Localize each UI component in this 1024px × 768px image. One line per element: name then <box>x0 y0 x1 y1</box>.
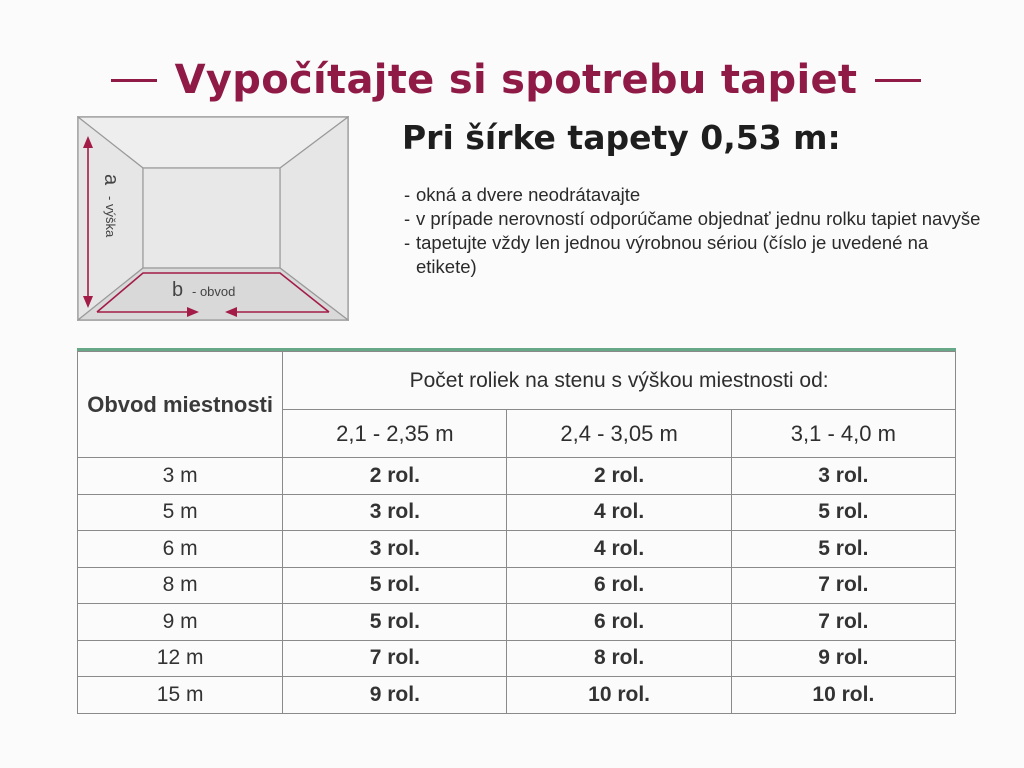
note-dash: - <box>404 232 411 253</box>
note-text: tapetujte vždy len jednou výrobnou sériou (číslo je uvedené na etikete) <box>416 232 929 277</box>
room-diagram <box>77 116 349 321</box>
rolls-cell: 5 rol. <box>731 494 955 531</box>
rolls-cell: 3 rol. <box>283 494 507 531</box>
perimeter-cell: 12 m <box>78 640 283 677</box>
rolls-cell: 10 rol. <box>507 677 731 714</box>
perimeter-cell: 3 m <box>78 458 283 495</box>
rolls-cell: 3 rol. <box>283 531 507 568</box>
table-row <box>78 567 956 604</box>
title-dash-left <box>111 79 157 82</box>
height-label-text: - výška <box>103 196 118 238</box>
consumption-table <box>77 351 956 714</box>
note-item <box>404 183 984 207</box>
rolls-cell: 6 rol. <box>507 567 731 604</box>
perimeter-cell: 6 m <box>78 531 283 568</box>
note-item <box>404 231 984 279</box>
rolls-cell: 7 rol. <box>731 567 955 604</box>
height-span-header: Počet roliek na stenu s výškou miestnosti od: <box>283 352 956 410</box>
notes-list <box>404 183 984 279</box>
rolls-cell: 4 rol. <box>507 531 731 568</box>
rolls-cell: 5 rol. <box>283 567 507 604</box>
column-header: 2,4 - 3,05 m <box>507 410 731 458</box>
rolls-cell: 4 rol. <box>507 494 731 531</box>
column-header: 2,1 - 2,35 m <box>283 410 507 458</box>
column-header: 3,1 - 4,0 m <box>731 410 955 458</box>
table-row <box>78 677 956 714</box>
rolls-cell: 9 rol. <box>731 640 955 677</box>
rolls-cell: 6 rol. <box>507 604 731 641</box>
rolls-cell: 2 rol. <box>283 458 507 495</box>
consumption-table-wrap <box>77 348 956 713</box>
corner-header: Obvod miestnosti <box>78 352 283 458</box>
table-row <box>78 494 956 531</box>
rolls-cell: 7 rol. <box>731 604 955 641</box>
height-label <box>100 174 122 238</box>
perimeter-cell: 9 m <box>78 604 283 641</box>
height-label-letter: a <box>100 174 122 186</box>
perimeter-label-text: - obvod <box>192 284 236 299</box>
rolls-cell: 2 rol. <box>507 458 731 495</box>
rolls-cell: 9 rol. <box>283 677 507 714</box>
table-row <box>78 531 956 568</box>
rolls-cell: 8 rol. <box>507 640 731 677</box>
room-back-wall <box>143 168 280 268</box>
table-row <box>78 604 956 641</box>
perimeter-cell: 5 m <box>78 494 283 531</box>
perimeter-cell: 8 m <box>78 567 283 604</box>
rolls-cell: 7 rol. <box>283 640 507 677</box>
page-title: Vypočítajte si spotrebu tapiet <box>174 57 858 103</box>
note-dash: - <box>404 184 411 205</box>
title-row <box>86 52 946 108</box>
rolls-cell: 5 rol. <box>283 604 507 641</box>
title-dash-right <box>875 79 921 82</box>
note-item <box>404 207 984 231</box>
perimeter-cell: 15 m <box>78 677 283 714</box>
table-row <box>78 458 956 495</box>
note-text: v prípade nerovností odporúčame objednať jednu rolku tapiet navyše <box>416 208 981 229</box>
subtitle: Pri šírke tapety 0,53 m: <box>402 118 841 157</box>
table-row <box>78 640 956 677</box>
note-dash: - <box>404 208 411 229</box>
note-text: okná a dvere neodrátavajte <box>416 184 641 205</box>
rolls-cell: 10 rol. <box>731 677 955 714</box>
rolls-cell: 5 rol. <box>731 531 955 568</box>
perimeter-label-letter: b <box>172 279 184 301</box>
rolls-cell: 3 rol. <box>731 458 955 495</box>
